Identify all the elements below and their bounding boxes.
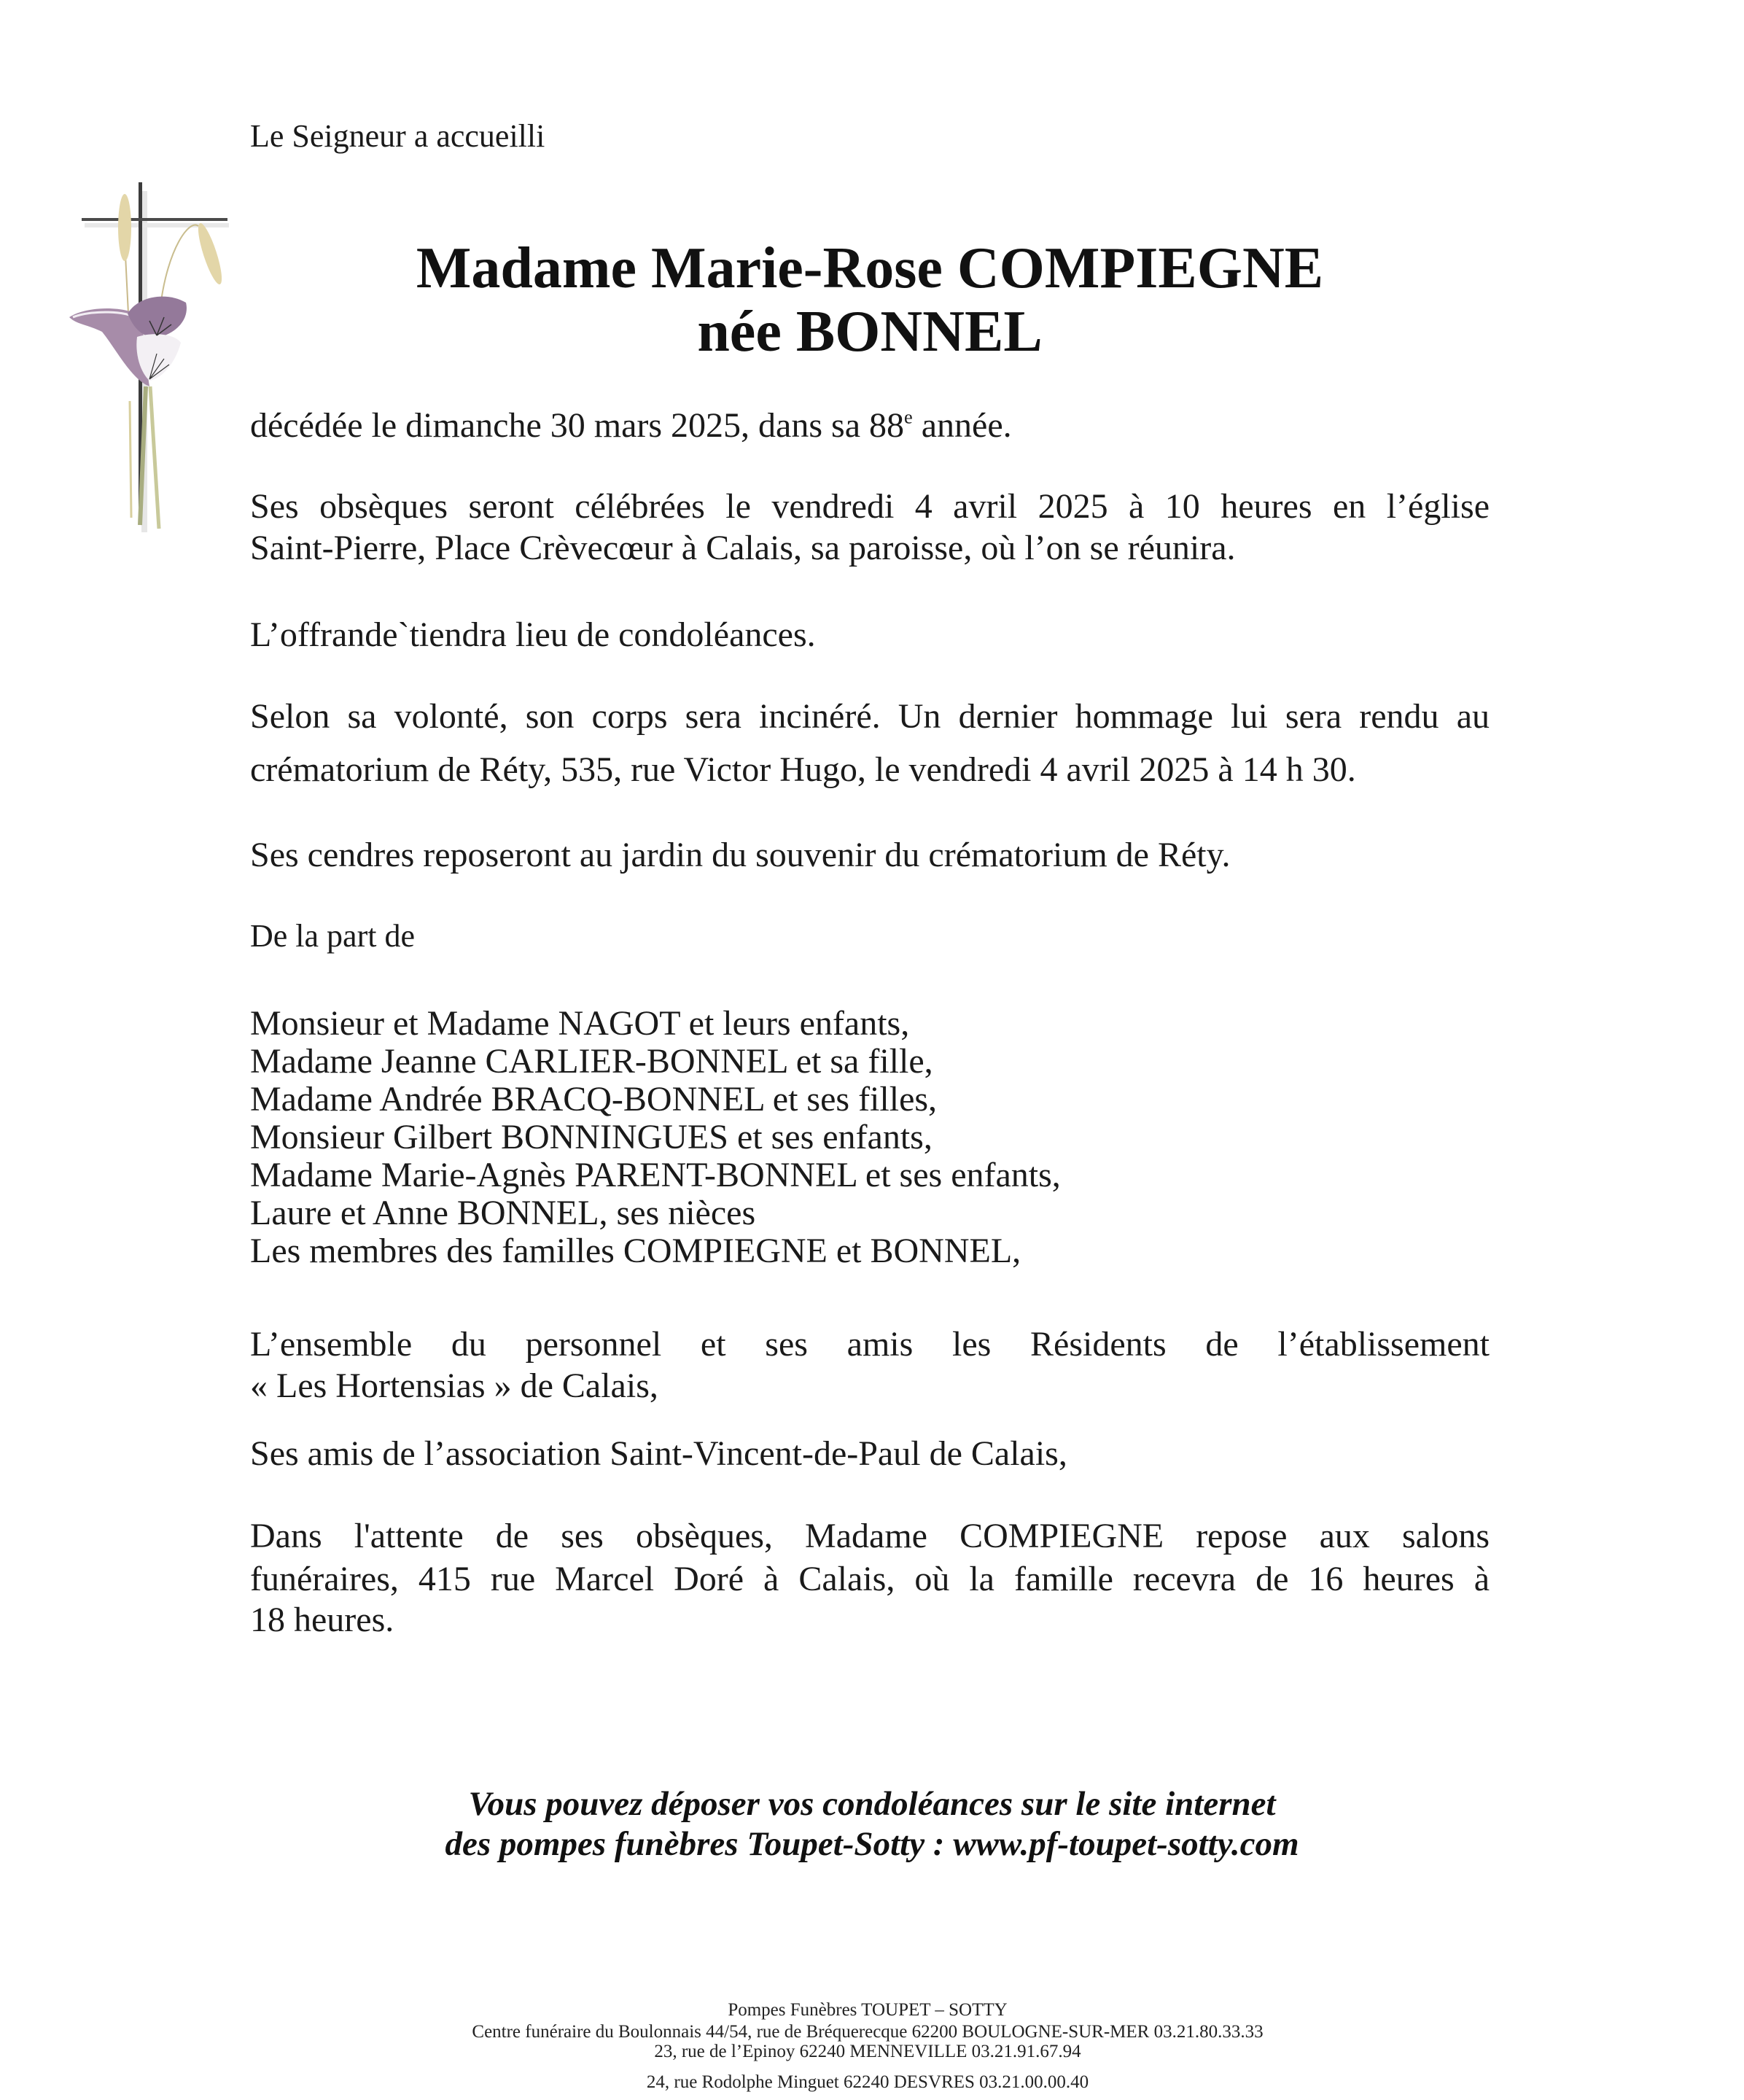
death-text-end: année.: [912, 406, 1012, 445]
cremation-line-2: crématorium de Réty, 535, rue Victor Hugo, le vendredi 4 avril 2025 à 14 h 30.: [250, 750, 1356, 789]
cremation-line-1: Selon sa volonté, son corps sera incinéré. Un dernier hommage lui sera rendu au: [250, 697, 1490, 736]
funeral-line-1: Ses obsèques seront célébrées le vendredi 4 avril 2025 à 10 heures en l’église: [250, 487, 1490, 526]
death-text: décédée le dimanche 30 mars 2025, dans sa 88: [250, 406, 905, 445]
ordinal-suffix: e: [904, 405, 913, 428]
ashes-text: Ses cendres reposeront au jardin du souvenir du crématorium de Réty.: [250, 836, 1231, 874]
footer-address-3: 24, rue Rodolphe Minguet 62240 DESVRES 03.21.00.00.40: [646, 2072, 1089, 2092]
cross-horizontal: [82, 218, 227, 221]
staff-line-1: L’ensemble du personnel et ses amis les Résidents de l’établissement: [250, 1325, 1490, 1364]
footer-address-2: 23, rue de l’Epinoy 62240 MENNEVILLE 03.21.91.67.94: [654, 2042, 1081, 2061]
footer-address-3-clipped: [0, 2072, 1622, 2092]
family-member: Madame Jeanne CARLIER-BONNEL et sa fille,: [250, 1042, 933, 1081]
footer-address-1: Centre funéraire du Boulonnais 44/54, rue de Bréquerecque 62200 BOULOGNE-SUR-MER 03.21.80.33.33: [472, 2022, 1264, 2042]
viewing-line-1: Dans l'attente de ses obsèques, Madame COMPIEGNE repose aux salons: [250, 1517, 1490, 1555]
family-member: Laure et Anne BONNEL, ses nièces: [250, 1194, 756, 1232]
association-text: Ses amis de l’association Saint-Vincent-de-Paul de Calais,: [250, 1434, 1067, 1473]
family-member: Monsieur Gilbert BONNINGUES et ses enfants,: [250, 1118, 933, 1156]
staff-line-2: « Les Hortensias » de Calais,: [250, 1366, 658, 1405]
maiden-name: née BONNEL: [697, 300, 1043, 364]
death-announcement: [250, 405, 1012, 445]
footer-company: Pompes Funèbres TOUPET – SOTTY: [728, 2000, 1008, 2020]
condolences-line-2: des pompes funèbres Toupet-Sotty : www.pf-toupet-sotty.com: [445, 1825, 1299, 1863]
family-member: Madame Marie-Agnès PARENT-BONNEL et ses enfants,: [250, 1156, 1061, 1194]
offering-text: L’offrande`tiendra lieu de condoléances.: [250, 615, 816, 654]
family-member: Les membres des familles COMPIEGNE et BONNEL,: [250, 1232, 1021, 1270]
funeral-line-2: Saint-Pierre, Place Crèvecœur à Calais, sa paroisse, où l’on se réunira.: [250, 529, 1236, 567]
condolences-line-1: Vous pouvez déposer vos condoléances sur le site internet: [468, 1785, 1276, 1823]
viewing-line-3: 18 heures.: [250, 1601, 394, 1639]
family-member: Monsieur et Madame NAGOT et leurs enfants,: [250, 1004, 910, 1043]
viewing-line-2: funéraires, 415 rue Marcel Doré à Calais, où la famille recevra de 16 heures à: [250, 1560, 1490, 1598]
deceased-name: Madame Marie-Rose COMPIEGNE: [416, 236, 1324, 300]
from-label: De la part de: [250, 918, 415, 954]
family-member: Madame Andrée BRACQ-BONNEL et ses filles,: [250, 1080, 938, 1119]
intro-text: Le Seigneur a accueilli: [250, 118, 545, 154]
